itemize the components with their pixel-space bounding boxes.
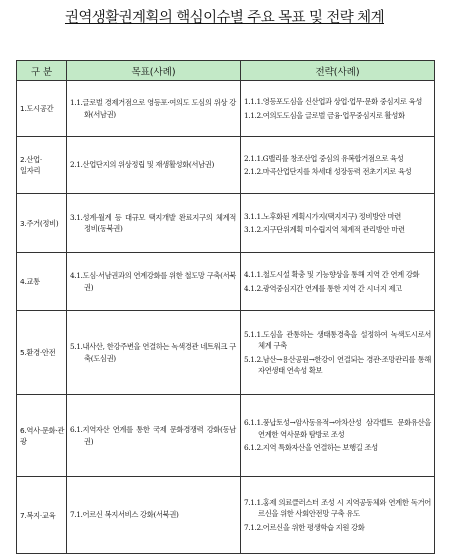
strategy-item: 2.1.1.G밸리를 창조산업 중심의 유복합거점으로 육성 — [244, 153, 404, 163]
table-row — [17, 137, 435, 194]
document-title: 권역생활권계획의 핵심이슈별 주요 목표 및 전략 체계 — [64, 10, 384, 26]
table-row — [17, 81, 435, 137]
strategy-item: 4.1.2.광역중심지간 연계를 통한 지역 간 시너지 제고 — [244, 283, 402, 293]
row-category: 3.주거(정비) — [17, 194, 67, 253]
strategy-item: 3.1.1.노후화된 계획시가지(택지지구) 정비방안 마련 — [244, 211, 401, 221]
strategy-item: 7.1.2.어르신을 위한 평생학습 지원 강화 — [244, 522, 365, 532]
goal-text: 4.1.도심·서남권과의 연계강화를 위한 철도망 구축(서북권) — [70, 271, 236, 292]
row-strategies — [241, 311, 435, 395]
goal-text: 2.1.산업단지의 위상정립 및 재생활성화(서남권) — [70, 160, 215, 170]
row-strategies — [241, 81, 435, 137]
row-goal — [67, 194, 241, 253]
table-header-row — [17, 61, 435, 81]
goal-strategy-table — [16, 60, 435, 554]
header-category: 구 분 — [17, 61, 67, 81]
strategy-item: 1.1.2.여의도도심을 글로벌 금융·업무중심지로 활성화 — [244, 110, 405, 120]
header-strategy: 전략(사례) — [241, 61, 435, 81]
strategy-item: 1.1.1.영등포도심을 신산업과 상업·업무·문화 중심지로 육성 — [244, 97, 422, 106]
strategy-item: 6.1.2.지역 특화자산을 연결하는 보행길 조성 — [244, 443, 378, 453]
row-strategies — [241, 194, 435, 253]
row-goal — [67, 395, 241, 477]
row-category: 5.환경·안전 — [17, 311, 67, 395]
table-row — [17, 395, 435, 477]
row-strategies — [241, 253, 435, 311]
row-goal — [67, 253, 241, 311]
goal-text: 7.1.어르신 복지서비스 강화(서북권) — [70, 510, 179, 520]
table-row — [17, 311, 435, 395]
row-strategies — [241, 137, 435, 194]
row-category: 6.역사·문화·관 광 — [17, 395, 67, 477]
goal-text: 6.1.지역자산 연계를 통한 국제 문화경쟁력 강화(동남권) — [70, 425, 236, 446]
strategy-item: 4.1.1.철도시설 확충 및 기능향상을 통해 지역 간 연계 강화 — [244, 270, 420, 279]
strategy-item: 3.1.2.지구단위계획 미수립지역 체계적 관리방안 마련 — [244, 225, 405, 234]
strategy-item: 5.1.2.남산→용산공원→한강이 연결되는 경관·조망관리를 통해 자연생태 연속성 확보 — [244, 354, 431, 375]
row-strategies — [241, 477, 435, 554]
strategy-item: 2.1.2.마곡산업단지를 차세대 성장동력 전초기지로 육성 — [244, 167, 412, 176]
table-row — [17, 253, 435, 311]
row-goal — [67, 137, 241, 194]
row-goal — [67, 311, 241, 395]
table-row — [17, 194, 435, 253]
goal-text: 3.1.성계·월계 등 대규모 택지개발 완료지구의 체계적 정비(동북권) — [70, 212, 236, 233]
row-strategies — [241, 395, 435, 477]
row-goal — [67, 81, 241, 137]
row-category: 1.도시공간 — [17, 81, 67, 137]
strategy-item: 6.1.1.풍납토성→암사동유적→아차산성 삼각벨트 문화유산을 연계한 역사문화 탐방로 조성 — [244, 418, 431, 439]
row-category: 2.산업· 일자리 — [17, 137, 67, 194]
goal-text: 5.1.내사산, 한강주변을 연결하는 녹색경관 네트워크 구축(도심권) — [70, 342, 236, 363]
strategy-item: 7.1.1.홍제 의료클러스터 조성 시 지역공동체와 연계한 독거어르신을 위한 사회안전망 구축 유도 — [244, 497, 431, 519]
goal-text: 1.1.글로벌 경제거점으로 영등포·여의도 도심의 위상 강화(서남권) — [70, 98, 236, 119]
strategy-item: 5.1.1.도심을 관통하는 생태통경축을 설정하여 녹색도시로서 체계 구축 — [244, 329, 431, 350]
header-goal: 목표(사례) — [67, 61, 241, 81]
row-category: 7.복지·교육 — [17, 477, 67, 554]
row-category: 4.교통 — [17, 253, 67, 311]
table-row — [17, 477, 435, 554]
row-goal — [67, 477, 241, 554]
